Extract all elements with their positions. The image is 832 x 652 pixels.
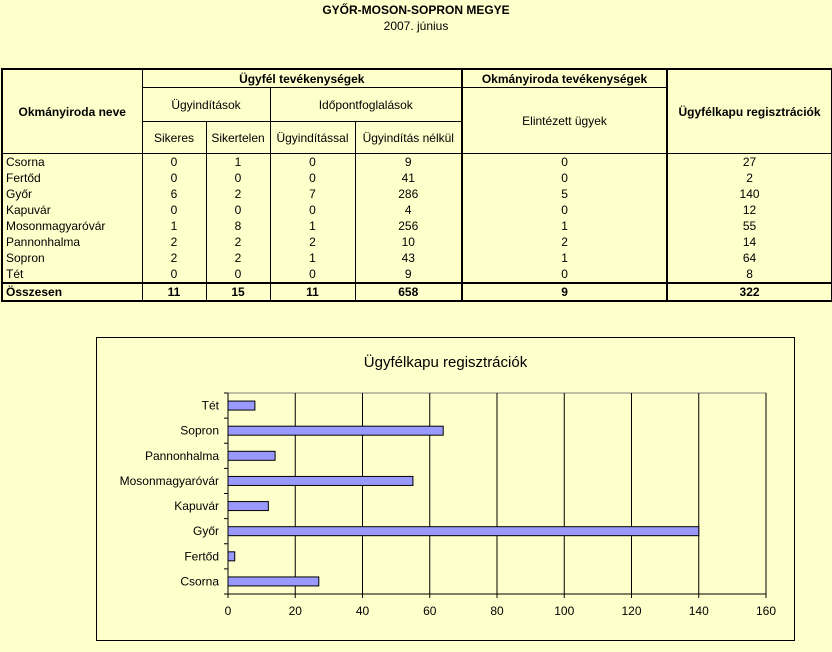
table-row [2, 202, 832, 218]
cell-name: Pannonhalma [2, 234, 142, 250]
cell-with-init: 2 [270, 234, 355, 250]
cell-fail: 2 [206, 186, 270, 202]
total-cell-portal: 322 [667, 283, 832, 301]
cell-name: Mosonmagyaróvár [2, 218, 142, 234]
x-tick-label: 20 [288, 604, 302, 618]
col-portal-registrations: Ügyfélkapu regisztrációk [667, 69, 832, 154]
subgroup-appointments: Időpontfoglalások [270, 88, 462, 122]
bar [228, 451, 275, 460]
group-client-activities: Ügyfél tevékenységek [142, 69, 462, 88]
cell-success: 0 [142, 202, 206, 218]
x-tick-label: 120 [621, 604, 642, 618]
cell-name: Tét [2, 266, 142, 283]
col-fail: Sikertelen [206, 122, 270, 154]
col-resolved: Elintézett ügyek [462, 88, 667, 154]
cell-name: Kapuvár [2, 202, 142, 218]
page-subtitle: 2007. június [383, 19, 449, 33]
table-row [2, 234, 832, 250]
cell-success: 6 [142, 186, 206, 202]
total-row [2, 283, 832, 301]
table-row [2, 266, 832, 283]
col-office-name: Okmányiroda neve [2, 69, 142, 154]
cell-fail: 0 [206, 266, 270, 283]
cell-without-init: 4 [355, 202, 462, 218]
cell-success: 1 [142, 218, 206, 234]
x-tick-label: 80 [490, 604, 504, 618]
cell-without-init: 9 [355, 154, 462, 171]
cell-with-init: 1 [270, 218, 355, 234]
total-cell-with-init: 11 [270, 283, 355, 301]
cell-success: 2 [142, 234, 206, 250]
cell-without-init: 256 [355, 218, 462, 234]
y-category-label: Mosonmagyaróvár [119, 473, 219, 488]
col-success: Sikeres [142, 122, 206, 154]
cell-portal: 55 [667, 218, 832, 234]
cell-success: 0 [142, 170, 206, 186]
group-office-activities: Okmányiroda tevékenységek [462, 69, 667, 88]
cell-portal: 140 [667, 186, 832, 202]
y-category-label: Sopron [180, 423, 219, 438]
col-without-init: Ügyindítás nélkül [355, 122, 462, 154]
x-tick-label: 100 [554, 604, 575, 618]
table-row [2, 154, 832, 171]
y-category-label: Csorna [180, 574, 219, 589]
cell-resolved: 1 [462, 218, 667, 234]
cell-resolved: 5 [462, 186, 667, 202]
bar-chart [97, 338, 794, 640]
x-tick-label: 60 [423, 604, 437, 618]
cell-portal: 8 [667, 266, 832, 283]
cell-portal: 27 [667, 154, 832, 171]
cell-fail: 1 [206, 154, 270, 171]
cell-without-init: 10 [355, 234, 462, 250]
total-cell-fail: 15 [206, 283, 270, 301]
page-title: GYŐR-MOSON-SOPRON MEGYE [322, 3, 510, 17]
cell-with-init: 0 [270, 202, 355, 218]
cell-with-init: 0 [270, 266, 355, 283]
report-table [1, 68, 832, 302]
cell-portal: 14 [667, 234, 832, 250]
bar [228, 401, 255, 410]
cell-with-init: 1 [270, 250, 355, 266]
subgroup-initiations: Ügyindítások [142, 88, 270, 122]
cell-without-init: 286 [355, 186, 462, 202]
cell-fail: 8 [206, 218, 270, 234]
cell-name: Csorna [2, 154, 142, 171]
cell-resolved: 0 [462, 154, 667, 171]
bar [228, 426, 443, 435]
cell-portal: 12 [667, 202, 832, 218]
cell-fail: 0 [206, 202, 270, 218]
cell-resolved: 2 [462, 234, 667, 250]
cell-with-init: 0 [270, 154, 355, 171]
table-row [2, 186, 832, 202]
total-cell-success: 11 [142, 283, 206, 301]
x-tick-label: 140 [688, 604, 709, 618]
cell-without-init: 43 [355, 250, 462, 266]
cell-fail: 2 [206, 234, 270, 250]
cell-name: Győr [2, 186, 142, 202]
y-category-label: Győr [192, 524, 219, 539]
cell-without-init: 41 [355, 170, 462, 186]
col-with-init: Ügyindítással [270, 122, 355, 154]
cell-success: 0 [142, 154, 206, 171]
y-category-label: Kapuvár [174, 499, 219, 514]
chart-panel [96, 337, 795, 641]
bar [228, 577, 319, 586]
table-row [2, 250, 832, 266]
table-row [2, 170, 832, 186]
cell-fail: 0 [206, 170, 270, 186]
cell-fail: 2 [206, 250, 270, 266]
bar [228, 476, 413, 485]
bar [228, 552, 235, 561]
total-cell-name: Összesen [2, 283, 142, 301]
y-category-label: Pannonhalma [144, 448, 219, 463]
bar [228, 527, 699, 536]
cell-without-init: 9 [355, 266, 462, 283]
cell-name: Fertőd [2, 170, 142, 186]
bar [228, 502, 268, 511]
chart-title: Ügyfélkapu regisztrációk [363, 354, 528, 371]
total-cell-without-init: 658 [355, 283, 462, 301]
cell-portal: 64 [667, 250, 832, 266]
x-tick-label: 160 [755, 604, 777, 618]
table-row [2, 218, 832, 234]
cell-portal: 2 [667, 170, 832, 186]
total-cell-resolved: 9 [462, 283, 667, 301]
cell-with-init: 0 [270, 170, 355, 186]
cell-with-init: 7 [270, 186, 355, 202]
cell-resolved: 1 [462, 250, 667, 266]
cell-success: 0 [142, 266, 206, 283]
y-category-label: Fertőd [184, 549, 219, 564]
x-tick-label: 40 [355, 604, 370, 618]
cell-resolved: 0 [462, 170, 667, 186]
cell-success: 2 [142, 250, 206, 266]
x-tick-label: 0 [224, 604, 232, 618]
cell-name: Sopron [2, 250, 142, 266]
cell-resolved: 0 [462, 202, 667, 218]
y-category-label: Tét [201, 398, 219, 413]
cell-resolved: 0 [462, 266, 667, 283]
